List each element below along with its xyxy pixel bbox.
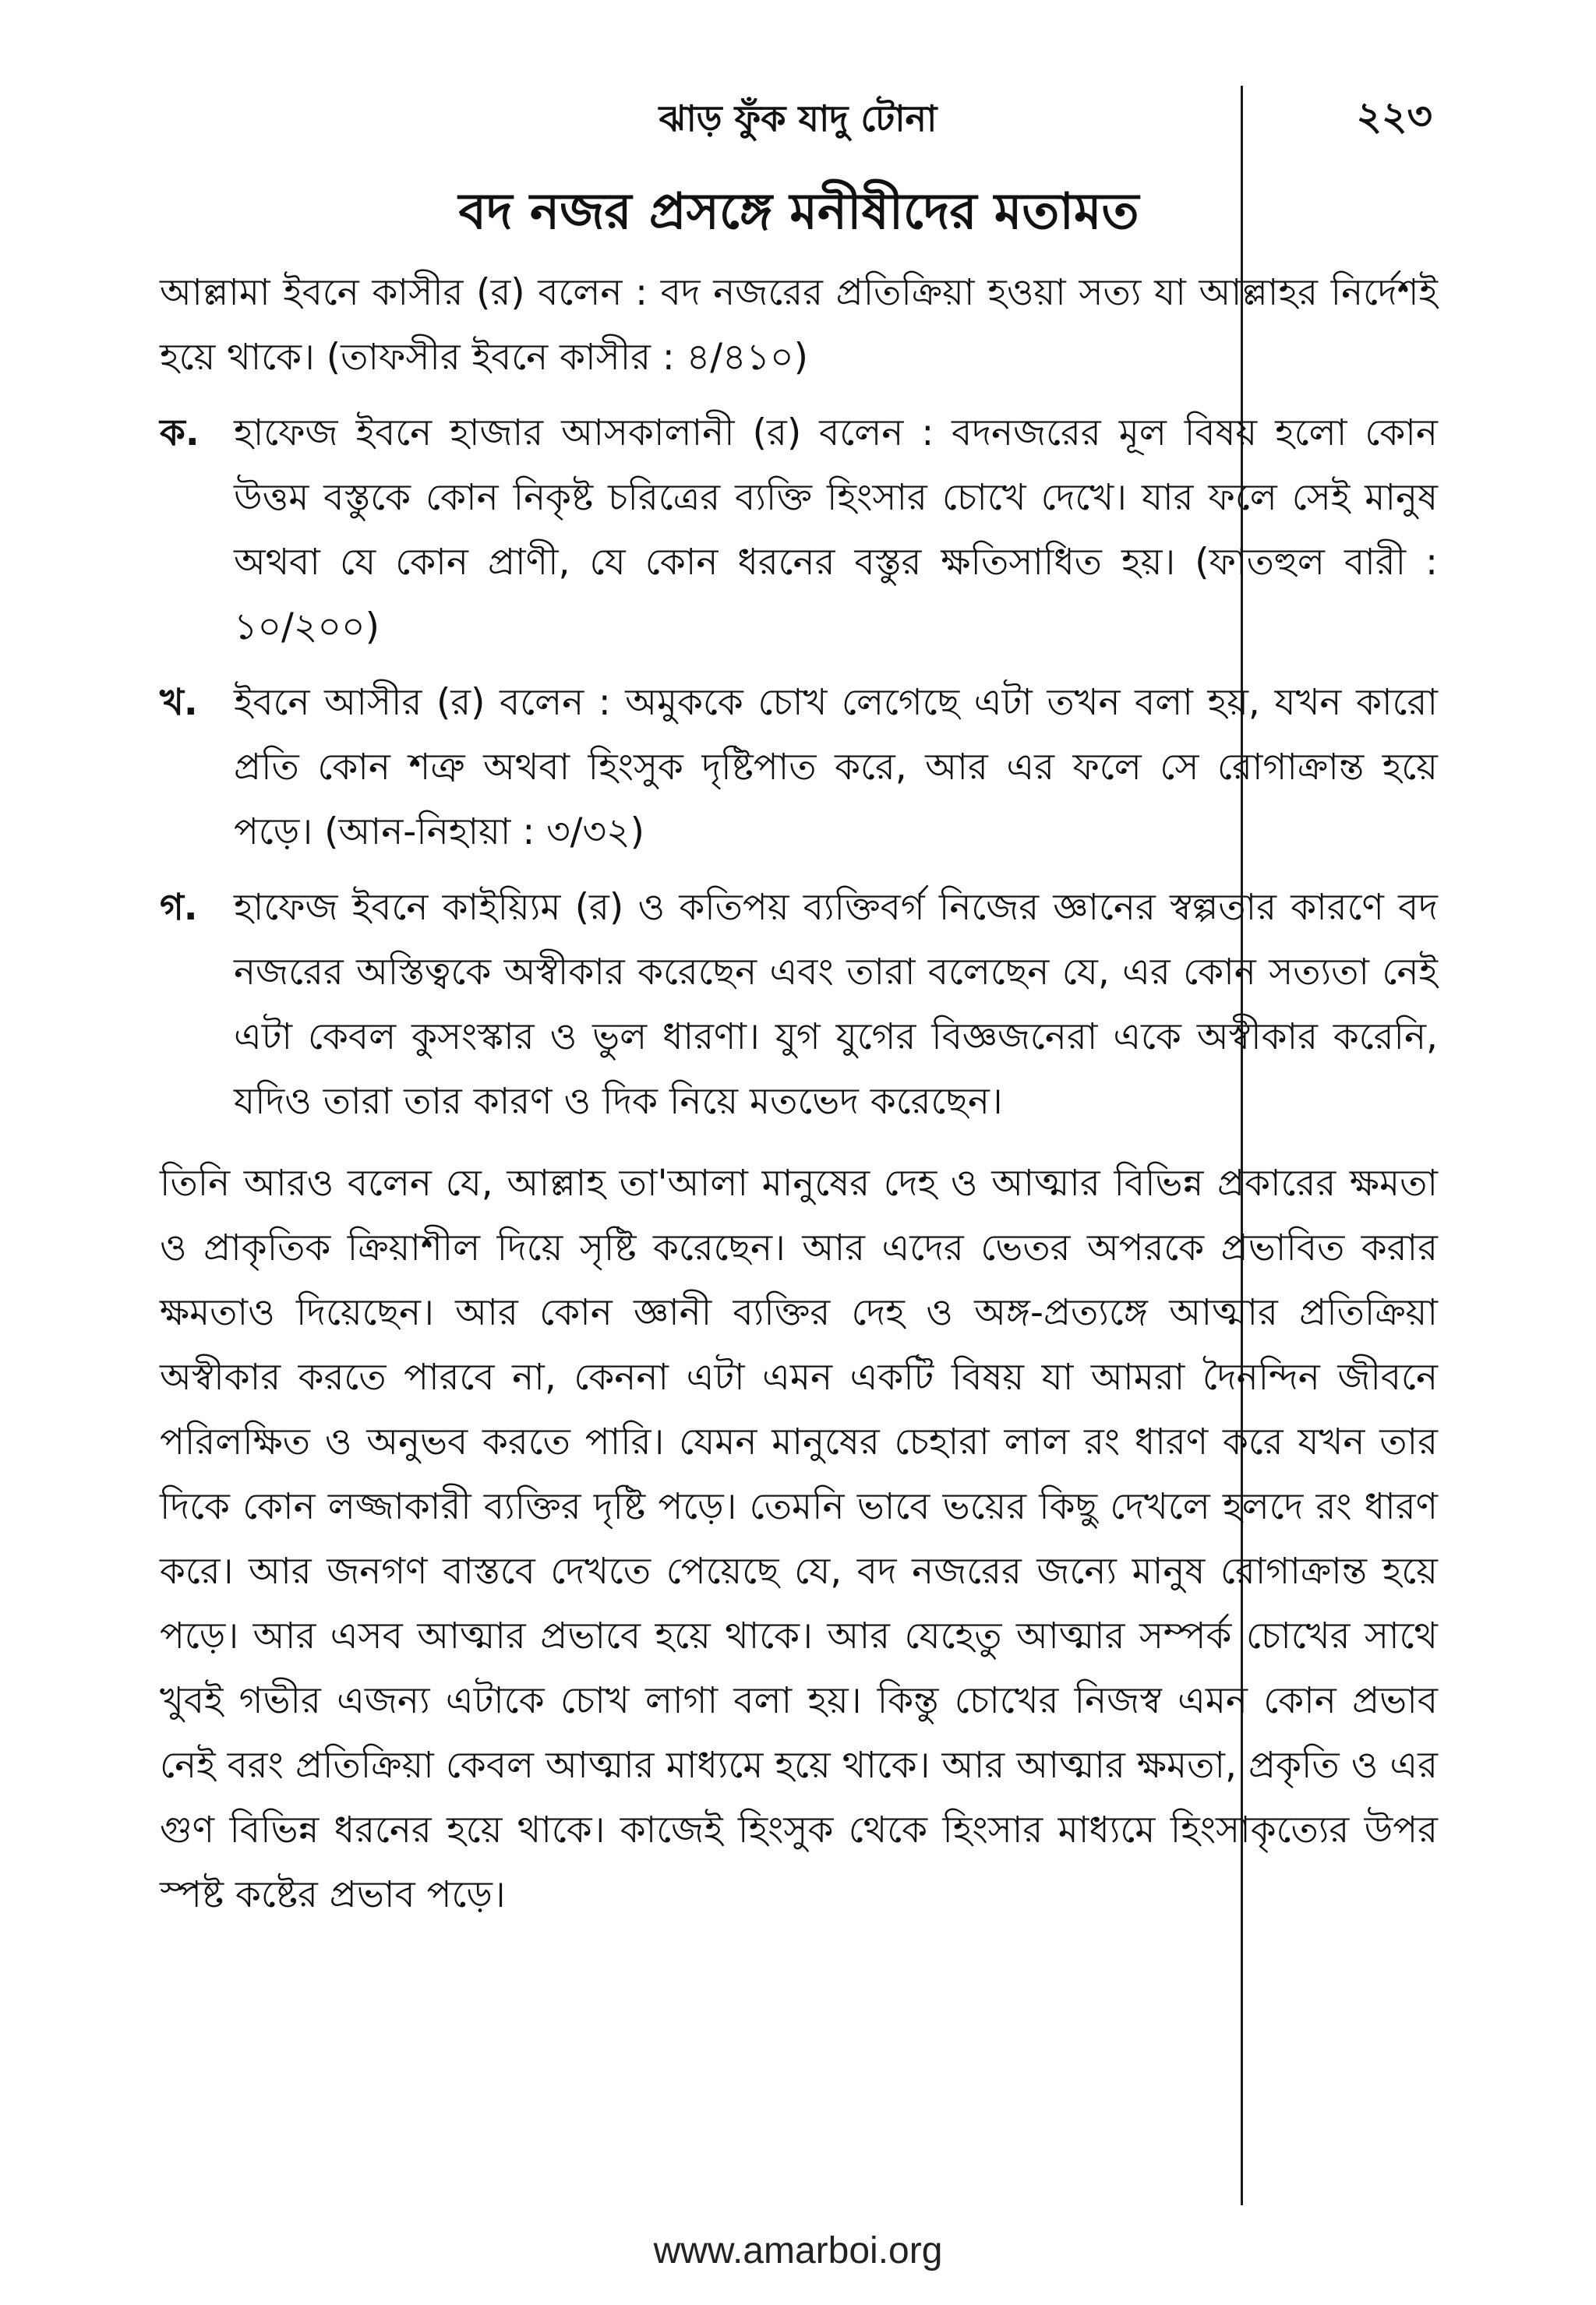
- list-item-ga: [160, 875, 1438, 1134]
- list-marker: খ.: [160, 681, 198, 724]
- list-marker: গ.: [160, 886, 198, 929]
- page-number: ২২৩: [1356, 94, 1432, 139]
- body-paragraph: তিনি আরও বলেন যে, আল্লাহ তা'আলা মানুষের দেহ ও আত্মার বিভিন্ন প্রকারের ক্ষমতা ও প্রাকৃতিক ক্রিয়াশীল দিয়ে সৃষ্টি করেছেন। আর এদের ভেতর অপরকে প্রভাবিত করার ক্ষমতাও দিয়েছেন। আর কোন জ্ঞানী ব্যক্তির দেহ ও অঙ্গ-প্রত্যঙ্গে আত্মার প্রতিক্রিয়া অস্বীকার করতে পারবে না, কেননা এটা এমন একটি বিষয় যা আমরা দৈনন্দিন জীবনে পরিলক্ষিত ও অনুভব করতে পারি। যেমন মানুষের চেহারা লাল রং ধারণ করে যখন তার দিকে কোন লজ্জাকারী ব্যক্তির দৃষ্টি পড়ে। তেমনি ভাবে ভয়ের কিছু দেখলে হলদে রং ধারণ করে। আর জনগণ বাস্তবে দেখতে পেয়েছে যে, বদ নজরের জন্যে মানুষ রোগাক্রান্ত হয়ে পড়ে। আর এসব আত্মার প্রভাবে হয়ে থাকে। আর যেহেতু আত্মার সম্পর্ক চোখের সাথে খুবই গভীর এজন্য এটাকে চোখ লাগা বলা হয়। কিন্তু চোখের নিজস্ব এমন কোন প্রভাব নেই বরং প্রতিক্রিয়া কেবল আত্মার মাধ্যমে হয়ে থাকে। আর আত্মার ক্ষমতা, প্রকৃতি ও এর গুণ বিভিন্ন ধরনের হয়ে থাকে। কাজেই হিংসুক থেকে হিংসার মাধ্যমে হিংসাকৃত্যের উপর স্পষ্ট কষ্টের প্রভাব পড়ে।: [160, 1162, 1438, 1916]
- running-title: ঝাড় ফুঁক যাদু টোনা: [659, 97, 937, 139]
- list-item-ka: [160, 401, 1438, 659]
- list-item-text: হাফেজ ইবনে হাজার আসকালানী (র) বলেন : বদনজরের মূল বিষয় হলো কোন উত্তম বস্তুকে কোন নিকৃষ্ট চরিত্রের ব্যক্তি হিংসার চোখে দেখে। যার ফলে সেই মানুষ অথবা যে কোন প্রাণী, যে কোন ধরনের বস্তুর ক্ষতিসাধিত হয়। (ফাতহুল বারী : ১০/২০০): [234, 411, 1438, 648]
- list-item-text: ইবনে আসীর (র) বলেন : অমুককে চোখ লেগেছে এটা তখন বলা হয়, যখন কারো প্রতি কোন শত্রু অথবা হিংসুক দৃষ্টিপাত করে, আর এর ফলে সে রোগাক্রান্ত হয়ে পড়ে। (আন-নিহায়া : ৩/৩২): [234, 681, 1438, 853]
- list-item-kha: [160, 670, 1438, 864]
- footer-url: www.amarboi.org: [653, 2230, 943, 2271]
- page-content: [160, 181, 1438, 1935]
- list-item-text: হাফেজ ইবনে কাইয়্যিম (র) ও কতিপয় ব্যক্তিবর্গ নিজের জ্ঞানের স্বল্পতার কারণে বদ নজরের অস্তিত্বকে অস্বীকার করেছেন এবং তারা বলেছেন যে, এর কোন সত্যতা নেই এটা কেবল কুসংস্কার ও ভুল ধারণা। যুগ যুগের বিজ্ঞজনেরা একে অস্বীকার করেনি, যদিও তারা তার কারণ ও দিক নিয়ে মতভেদ করেছেন।: [234, 886, 1438, 1123]
- intro-paragraph: আল্লামা ইবনে কাসীর (র) বলেন : বদ নজরের প্রতিক্রিয়া হওয়া সত্য যা আল্লাহর নির্দেশই হয়ে থাকে। (তাফসীর ইবনে কাসীর : ৪/৪১০): [160, 271, 1438, 379]
- section-heading: বদ নজর প্রসঙ্গে মনীষীদের মতামত: [458, 183, 1139, 241]
- list-marker: ক.: [160, 411, 200, 454]
